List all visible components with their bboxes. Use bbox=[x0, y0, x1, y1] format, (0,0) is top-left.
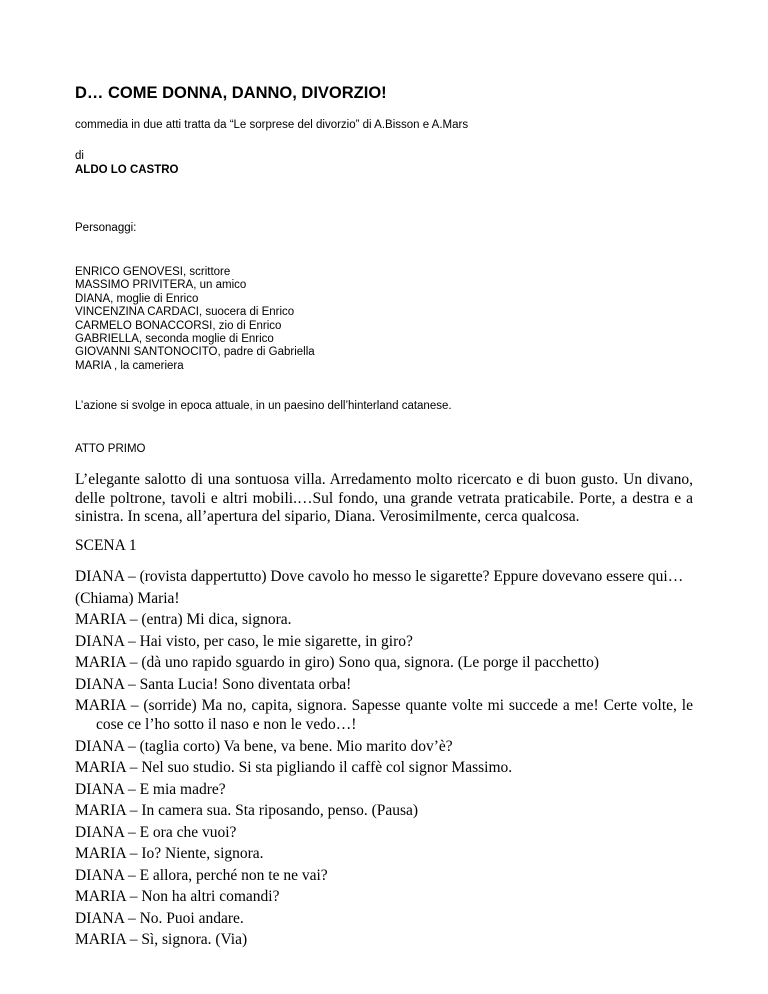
dialogue-line: DIANA – No. Puoi andare. bbox=[75, 909, 244, 927]
setting-note: L’azione si svolge in epoca attuale, in un paesino dell’hinterland catanese. bbox=[75, 400, 452, 412]
by-label: di bbox=[75, 150, 84, 162]
act-heading: ATTO PRIMO bbox=[75, 443, 146, 455]
scene-heading: SCENA 1 bbox=[75, 537, 137, 554]
dialogue-line: MARIA – Io? Niente, signora. bbox=[75, 845, 264, 862]
character-entry: VINCENZINA CARDACI, suocera di Enrico bbox=[75, 306, 295, 319]
character-entry: GABRIELLA, seconda moglie di Enrico bbox=[75, 333, 274, 346]
play-title: D… COME DONNA, DANNO, DIVORZIO! bbox=[75, 84, 387, 102]
dialogue-line: MARIA – (dà uno rapido sguardo in giro) Sono qua, signora. (Le porge il pacchetto) bbox=[75, 654, 600, 671]
characters-list bbox=[75, 266, 315, 373]
characters-heading: Personaggi: bbox=[75, 222, 137, 234]
dialogue-line: DIANA – E allora, perché non te ne vai? bbox=[75, 866, 328, 884]
dialogue-list bbox=[75, 567, 693, 952]
dialogue-line: MARIA – (entra) Mi dica, signora. bbox=[75, 611, 292, 628]
dialogue-line: MARIA – Nel suo studio. Si sta pigliando il caffè col signor Massimo. bbox=[75, 759, 513, 776]
play-subtitle: commedia in due atti tratta da “Le sorprese del divorzio” di A.Bisson e A.Mars bbox=[75, 119, 469, 131]
dialogue-line: DIANA – (taglia corto) Va bene, va bene. Mio marito dov’è? bbox=[75, 737, 453, 755]
character-entry: CARMELO BONACCORSI, zio di Enrico bbox=[75, 319, 282, 332]
character-entry: MARIA , la cameriera bbox=[75, 359, 184, 372]
dialogue-line: DIANA – Hai visto, per caso, le mie sigarette, in giro? bbox=[75, 632, 413, 650]
dialogue-line: MARIA – In camera sua. Sta riposando, penso. (Pausa) bbox=[75, 802, 419, 819]
dialogue-line: DIANA – (rovista dappertutto) Dove cavolo ho messo le sigarette? Eppure dovevano essere qui… bbox=[75, 568, 684, 585]
stage-direction: L’elegante salotto di una sontuosa villa. Arredamento molto ricercato e di buon gusto. Un divano, delle poltrone, tavoli e altri mobili.…Sul fondo, una grande vetrata praticabile. Porte, a destra e a sinistra. In scena, all’apertura del sipario, Diana. Verosimilmente, cerca qualcosa. bbox=[75, 471, 693, 525]
dialogue-line: (Chiama) Maria! bbox=[75, 589, 180, 607]
dialogue-line: MARIA – Sì, signora. (Via) bbox=[75, 931, 248, 948]
character-entry: MASSIMO PRIVITERA, un amico bbox=[75, 279, 247, 292]
author-name: ALDO LO CASTRO bbox=[75, 164, 179, 176]
dialogue-line: MARIA – (sorride) Ma no, capita, signora. Sapesse quante volte mi succede a me! Certe volte, le cose ce l’ho sotto il naso e non le vedo…! bbox=[75, 697, 693, 733]
dialogue-line: DIANA – E ora che vuoi? bbox=[75, 823, 237, 841]
character-entry: GIOVANNI SANTONOCITO, padre di Gabriella bbox=[75, 346, 315, 359]
dialogue-line: DIANA – Santa Lucia! Sono diventata orba! bbox=[75, 675, 352, 693]
dialogue-line: MARIA – Non ha altri comandi? bbox=[75, 888, 280, 905]
dialogue-line: DIANA – E mia madre? bbox=[75, 780, 226, 798]
character-entry: DIANA, moglie di Enrico bbox=[75, 292, 199, 305]
character-entry: ENRICO GENOVESI, scrittore bbox=[75, 266, 231, 278]
